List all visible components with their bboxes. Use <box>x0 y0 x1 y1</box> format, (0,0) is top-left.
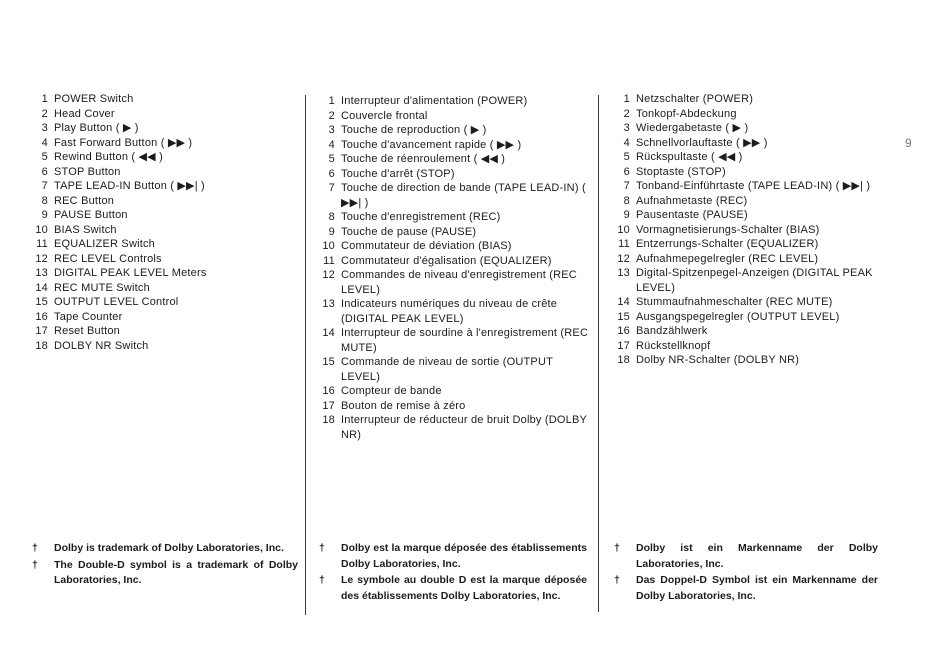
list-item <box>30 339 207 354</box>
item-label: Aufnahmepegelregler (REC LEVEL) <box>636 252 819 265</box>
item-label: Fast Forward Button ( ▶▶ ) <box>54 136 193 149</box>
item-number: 8 <box>328 211 335 223</box>
list-item <box>30 179 207 194</box>
list-item <box>30 92 207 107</box>
item-label: Touche d'enregistrement (REC) <box>341 211 501 223</box>
trademark-note <box>30 541 298 557</box>
item-number: 1 <box>328 95 335 107</box>
list-item <box>612 150 882 165</box>
item-label: PAUSE Button <box>54 209 128 221</box>
item-label: Entzerrungs-Schalter (EQUALIZER) <box>636 238 819 250</box>
item-label: Dolby NR-Schalter (DOLBY NR) <box>636 354 800 366</box>
item-label: Commande de niveau de sortie (OUTPUT LEVEL) <box>341 356 553 383</box>
list-item <box>30 324 207 339</box>
list-item <box>30 281 207 296</box>
list-item <box>30 223 207 238</box>
item-label: Play Button ( ▶ ) <box>54 122 139 134</box>
item-label: DOLBY NR Switch <box>54 339 149 352</box>
item-number: 10 <box>35 223 48 236</box>
page-number: 9 <box>905 136 912 150</box>
item-number: 11 <box>323 254 335 267</box>
item-label: Digital-Spitzenpegel-Anzeigen (DIGITAL PEAK LEVEL) <box>636 267 873 294</box>
item-label: STOP Button <box>54 165 121 178</box>
note-text: Dolby is trademark of Dolby Laboratories, Inc. <box>54 542 284 554</box>
list-item <box>317 326 592 355</box>
item-label: Couvercle frontal <box>341 109 428 122</box>
item-label: BIAS Switch <box>54 223 117 236</box>
list-item <box>612 107 882 122</box>
item-label: Touche d'avancement rapide ( ▶▶ ) <box>341 138 522 151</box>
item-label: TAPE LEAD-IN Button ( ▶▶| ) <box>54 180 205 192</box>
item-number: 13 <box>35 267 48 279</box>
item-number: 16 <box>35 310 48 323</box>
item-label: Bouton de remise à zéro <box>341 399 466 412</box>
trademark-note <box>30 558 298 589</box>
list-item <box>612 252 882 267</box>
list-item <box>317 268 592 297</box>
list-item <box>30 208 207 223</box>
item-number: 13 <box>617 267 630 279</box>
item-number: 15 <box>35 296 48 308</box>
note-text: Dolby ist ein Markenname der Dolby Laboratories, Inc. <box>636 542 878 570</box>
list-item <box>317 181 592 210</box>
dagger-mark: † <box>32 542 38 554</box>
list-item <box>317 109 592 124</box>
item-label: REC MUTE Switch <box>54 281 150 294</box>
list-item <box>612 324 882 339</box>
item-number: 12 <box>617 252 630 265</box>
item-label: Tape Counter <box>54 310 123 323</box>
list-item <box>612 92 882 107</box>
list-item <box>317 355 592 384</box>
list-item <box>612 136 882 151</box>
item-number: 3 <box>328 124 335 136</box>
dagger-mark: † <box>614 542 620 554</box>
item-label: Netzschalter (POWER) <box>636 93 754 105</box>
column-divider <box>598 95 599 612</box>
dagger-mark: † <box>319 574 325 586</box>
item-label: Tonkopf-Abdeckung <box>636 107 737 120</box>
list-item <box>317 167 592 182</box>
list-item <box>30 121 207 136</box>
item-label: Rückspultaste ( ◀◀ ) <box>636 151 743 163</box>
item-number: 5 <box>328 153 335 165</box>
item-number: 4 <box>328 138 335 151</box>
item-label: REC Button <box>54 194 115 207</box>
note-text: Le symbole au double D est la marque déposée des établissements Dolby Laboratories, Inc. <box>341 574 587 602</box>
item-label: Aufnahmetaste (REC) <box>636 194 748 207</box>
item-label: Touche de reproduction ( ▶ ) <box>341 124 487 136</box>
item-number: 2 <box>328 109 335 122</box>
item-label: Bandzählwerk <box>636 325 708 337</box>
list-item <box>30 295 207 310</box>
list-item <box>317 384 592 399</box>
item-number: 17 <box>322 399 335 412</box>
item-label: Interrupteur de réducteur de bruit Dolby (DOLBY NR) <box>341 414 587 441</box>
item-number: 16 <box>322 385 335 397</box>
list-item <box>612 208 882 223</box>
note-text: Das Doppel-D Symbol ist ein Markenname der Dolby Laboratories, Inc. <box>636 574 878 602</box>
item-label: DIGITAL PEAK LEVEL Meters <box>54 267 207 279</box>
parts-list <box>30 92 207 353</box>
list-item <box>317 413 592 442</box>
item-number: 11 <box>36 238 48 250</box>
item-label: Pausentaste (PAUSE) <box>636 209 748 221</box>
item-number: 18 <box>322 414 335 426</box>
list-item <box>612 223 882 238</box>
list-item <box>30 194 207 209</box>
note-text: The Double-D symbol is a trademark of Dolby Laboratories, Inc. <box>54 558 298 586</box>
trademark-note <box>612 541 878 572</box>
list-item <box>612 339 882 354</box>
list-item <box>317 138 592 153</box>
list-item <box>612 165 882 180</box>
list-item <box>612 266 882 295</box>
list-item <box>30 237 207 252</box>
dagger-mark: † <box>32 558 38 571</box>
item-label: Vormagnetisierungs-Schalter (BIAS) <box>636 223 820 236</box>
list-item <box>317 210 592 225</box>
parts-list <box>317 94 592 442</box>
item-label: Indicateurs numériques du niveau de crête (DIGITAL PEAK LEVEL) <box>341 298 558 325</box>
note-text: Dolby est la marque déposée des établissements Dolby Laboratories, Inc. <box>341 542 587 570</box>
item-label: Touche de pause (PAUSE) <box>341 225 477 238</box>
item-number: 7 <box>623 180 630 192</box>
list-item <box>612 353 882 368</box>
list-item <box>612 237 882 252</box>
list-item <box>30 252 207 267</box>
item-number: 3 <box>623 122 630 134</box>
item-label: Commutateur d'égalisation (EQUALIZER) <box>341 254 552 267</box>
item-label: Head Cover <box>54 107 115 120</box>
trademark-note <box>317 541 587 572</box>
item-number: 5 <box>41 151 48 163</box>
item-number: 2 <box>41 107 48 120</box>
trademark-notes <box>612 541 878 605</box>
item-label: OUTPUT LEVEL Control <box>54 296 179 308</box>
item-label: REC LEVEL Controls <box>54 252 162 265</box>
item-label: Rückstellknopf <box>636 339 711 352</box>
item-number: 10 <box>322 240 335 252</box>
item-number: 17 <box>35 325 48 337</box>
item-label: Stoptaste (STOP) <box>636 165 726 178</box>
item-number: 18 <box>617 354 630 366</box>
trademark-notes <box>317 541 587 605</box>
item-number: 9 <box>623 209 630 221</box>
item-number: 8 <box>623 194 630 207</box>
item-number: 14 <box>35 281 48 294</box>
list-item <box>612 194 882 209</box>
item-number: 17 <box>617 339 630 352</box>
list-item <box>612 295 882 310</box>
item-label: Tonband-Einführtaste (TAPE LEAD-IN) ( ▶▶| ) <box>636 180 871 192</box>
item-number: 4 <box>41 136 48 149</box>
item-label: Commutateur de déviation (BIAS) <box>341 240 512 252</box>
list-item <box>317 399 592 414</box>
dagger-mark: † <box>319 542 325 554</box>
item-label: Ausgangspegelregler (OUTPUT LEVEL) <box>636 310 840 323</box>
item-number: 5 <box>623 151 630 163</box>
item-number: 2 <box>623 107 630 120</box>
item-label: Touche d'arrêt (STOP) <box>341 167 455 180</box>
item-number: 15 <box>322 356 335 368</box>
parts-list <box>612 92 882 368</box>
item-number: 16 <box>617 325 630 337</box>
item-number: 12 <box>322 269 335 281</box>
item-label: POWER Switch <box>54 93 134 105</box>
item-label: Reset Button <box>54 325 120 337</box>
list-item <box>30 107 207 122</box>
item-number: 18 <box>35 339 48 352</box>
item-label: Commandes de niveau d'enregistrement (REC LEVEL) <box>341 269 577 296</box>
list-item <box>30 266 207 281</box>
item-number: 15 <box>617 310 630 323</box>
item-number: 9 <box>41 209 48 221</box>
item-label: EQUALIZER Switch <box>54 238 156 250</box>
list-item <box>317 254 592 269</box>
item-number: 6 <box>328 167 335 180</box>
item-number: 12 <box>35 252 48 265</box>
item-label: Compteur de bande <box>341 385 442 397</box>
list-item <box>612 310 882 325</box>
item-number: 6 <box>41 165 48 178</box>
item-number: 1 <box>41 93 48 105</box>
item-number: 9 <box>328 225 335 238</box>
item-number: 8 <box>41 194 48 207</box>
list-item <box>317 225 592 240</box>
item-label: Schnellvorlauftaste ( ▶▶ ) <box>636 136 768 149</box>
column-divider <box>305 95 306 615</box>
list-item <box>30 136 207 151</box>
list-item <box>612 179 882 194</box>
list-item <box>317 123 592 138</box>
list-item <box>317 152 592 167</box>
item-label: Touche de réenroulement ( ◀◀ ) <box>341 153 506 165</box>
item-number: 7 <box>328 182 335 194</box>
list-item <box>30 165 207 180</box>
item-number: 14 <box>322 327 335 339</box>
item-number: 13 <box>322 298 335 310</box>
list-item <box>30 310 207 325</box>
trademark-note <box>612 573 878 604</box>
list-item <box>30 150 207 165</box>
list-item <box>317 239 592 254</box>
list-item <box>612 121 882 136</box>
item-number: 14 <box>617 296 630 308</box>
list-item <box>317 94 592 109</box>
item-label: Interrupteur de sourdine à l'enregistrement (REC MUTE) <box>341 327 589 354</box>
item-number: 10 <box>617 223 630 236</box>
trademark-notes <box>30 541 298 590</box>
item-label: Touche de direction de bande (TAPE LEAD-IN) ( ▶▶| ) <box>341 182 586 209</box>
item-label: Rewind Button ( ◀◀ ) <box>54 151 163 163</box>
item-number: 3 <box>41 122 48 134</box>
item-number: 4 <box>623 136 630 149</box>
item-label: Wiedergabetaste ( ▶ ) <box>636 122 749 134</box>
item-number: 11 <box>618 238 630 250</box>
item-label: Stummaufnahmeschalter (REC MUTE) <box>636 296 833 308</box>
item-number: 6 <box>623 165 630 178</box>
item-number: 1 <box>623 93 630 105</box>
trademark-note <box>317 573 587 604</box>
item-label: Interrupteur d'alimentation (POWER) <box>341 95 528 107</box>
list-item <box>317 297 592 326</box>
item-number: 7 <box>41 180 48 192</box>
dagger-mark: † <box>614 574 620 586</box>
